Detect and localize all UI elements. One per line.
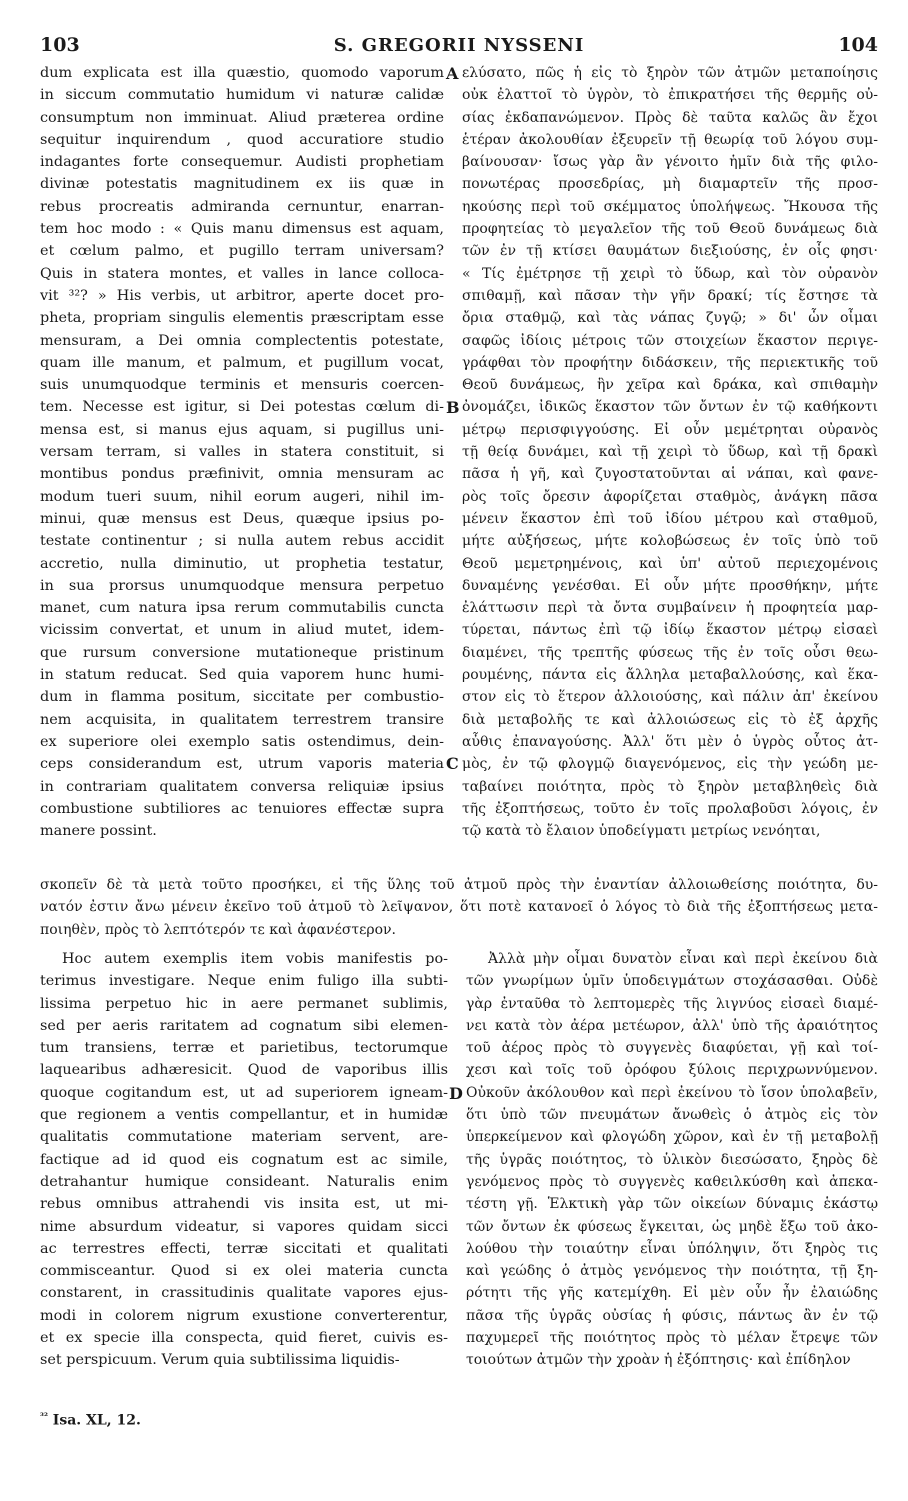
text-line: τοῦ ἀέρος πρὸς τὸ συγγενὲς διαφύεται, γῇ καὶ τοί- [466,1040,878,1057]
text-line: διὰ μεταβολῆς τε καὶ ἀλλοιώσεως εἰς τὸ ἐξ ἀρχῆς [462,711,878,728]
text-line: γράφθαι τὸν προφήτην διδάσκειν, τῆς περιεκτικῆς τοῦ [462,354,878,371]
text-line: τῆς ὑγρᾶς ποιότητος, τὸ ὑλικὸν διεσώσατο, ξηρὸς δὲ [466,1151,878,1168]
text-line: σκοπεῖν δὲ τὰ μετὰ τοῦτο προσήκει, εἰ τῆς ὕλης τοῦ ἀτμοῦ πρὸς τὴν ἐναντίαν ἀλλοιωθείσης ποιότητα, δυ- [40,877,878,893]
text-line: sequitur inquirendum , quod accuratiore studio [40,131,444,148]
text-line: μήτε αὐξήσεως, μήτε κολοβώσεως ἐν τοῖς ὑπὸ τοῦ [462,533,878,550]
text-line: modi in colorem nigrum exustione converterentur, [40,1307,448,1324]
text-line: mensa est, si manus ejus aquam, si pugillus uni- [40,421,444,438]
page-header [40,34,878,60]
text-line: Ἀλλὰ μὴν οἶμαι δυνατὸν εἶναι καὶ περὶ ἐκείνου διὰ [488,951,878,967]
text-line: Θεοῦ μεμετρημένοις, καὶ ὑπ' αὐτοῦ περιεχομένοις [462,555,878,572]
text-line: que rursum conversione mutationeque pristinum [40,644,444,661]
text-line: minui, quæ mensus est Deus, quæque ipsius po- [40,510,444,527]
footnote-text: Isa. XL, 12. [52,1412,141,1429]
text-line: ὑπερκείμενον καὶ φλογώδη χῶρον, καὶ ἐν τῇ μεταβολῇ [466,1129,878,1146]
section-marker-c: C [446,754,459,773]
text-line: dum in flamma positum, siccitate per combustio- [40,689,444,706]
text-line: indagantes forte consequemur. Audisti prophetiam [40,154,444,171]
text-line: στον εἰς τὸ ἕτερον ἀλλοιούσης, καὶ πάλιν ἀπ' ἐκείνου [462,689,878,706]
text-line: set perspicuum. Verum quia subtilissima liquidis- [40,1352,400,1369]
text-line: ηκούσης περὶ τοῦ σκέμματος ὑπολήψεως. Ἤκουσα τῆς [462,198,878,215]
text-line: factique ad id quod eis cognatum est ac simile, [40,1151,448,1168]
text-line: ρὸς τοῖς ὄρεσιν ἀφορίζεται σταθμὸς, ἀνάγκη πᾶσα [462,488,878,505]
text-line: qualitatis commutatione materiam servent, are- [40,1129,448,1146]
text-line: tem hoc modo : « Quis manu dimensus est aquam, [40,221,444,238]
text-line: ac terrestres effecti, terræ siccitati et qualitati [40,1240,448,1257]
text-line: vicissim convertat, et unum in aliud mutet, idem- [40,622,444,639]
text-line: terimus investigare. Neque enim fuligo illa subti- [40,973,448,990]
text-line: nime absurdum videatur, si vapores quidam sicci [40,1218,448,1235]
text-line: quoque cogitandum est, ut ad superiorem igneam- [40,1084,448,1101]
text-line: σαφῶς ἰδίοις μέτροις τῶν στοιχείων ἕκαστον περιγε- [462,332,878,349]
text-line: constarent, in crassitudinis qualitate vapores ejus- [40,1285,448,1302]
text-line: detrahantur humique consideant. Naturalis enim [40,1173,448,1190]
text-line: manet, cum natura ipsa rerum commutabilis cuncta [40,600,444,617]
section-marker-b: B [446,398,460,417]
text-line: consumptum non imminuat. Aliud præterea ordine [40,109,444,126]
text-line: τῶν γνωρίμων ὑμῖν ὑποδειγμάτων στοχάσασθαι. Οὐδὲ [466,973,878,990]
section-marker-d: D [449,1084,463,1103]
text-line: ρότητι τῆς γῆς κατεμίχθη. Εἰ μὲν οὖν ἦν ἐλαιώδης [466,1285,878,1302]
text-line: χεσι καὶ τοῖς τοῦ ὀρόφου ξύλοις περιχρωννύμενον. [466,1062,878,1079]
text-line: « Τίς ἐμέτρησε τῇ χειρὶ τὸ ὕδωρ, καὶ τὸν οὐρανὸν [462,265,878,282]
text-line: tum transiens, terræ et parietibus, tectorumque [40,1040,448,1057]
right-page-number: 104 [838,34,878,56]
text-line: γενόμενος πρὸς τὸ συγγενὲς καθειλκύσθη καὶ ἀπεκα- [466,1173,878,1190]
text-line: νατόν ἐστιν ἄνω μένειν ἐκεῖνο τοῦ ἀτμοῦ τὸ λεῖψανον, ὅτι ποτὲ κατανοεῖ ὁ λόγος τὸ διὰ τῆς ἐξοπτήσεως μετα- [40,899,878,916]
footnote [40,1412,141,1429]
text-line: σπιθαμῇ, καὶ πᾶσαν τὴν γῆν δρακί; τίς ἔστησε τὰ [462,287,878,304]
text-line: Hoc autem exemplis item vobis manifestis po- [62,951,448,967]
text-line: modum tueri suum, nihil eorum augeri, nihil im- [40,488,444,505]
full-width-greek-passage [40,874,878,941]
text-line: quam ille manum, et palmum, et pugillum vocat, [40,354,444,371]
text-line: que regionem a ventis compellantur, et in humidæ [40,1107,448,1124]
text-line: οὐκ ἐλαττοῖ τὸ ὑγρὸν, τὸ ἐπικρατήσει τῆς θερμῆς οὐ- [462,87,878,104]
text-line: τῷ κατὰ τὸ ἔλαιον ὑποδείγματι μετρίως νενόηται, [462,823,821,840]
text-line: versam terram, si valles in statera constituit, si [40,444,444,461]
text-line: ὀνομάζει, ἰδικῶς ἕκαστον τῶν ὄντων ἐν τῷ καθήκοντι [462,399,878,416]
text-line: νει κατὰ τὸν ἀέρα μετέωρον, ἀλλ' ὑπὸ τῆς ἀραιότητος [466,1017,878,1034]
text-line: ὅτι ὑπὸ τῶν πνευμάτων ἄνωθεὶς ὁ ἀτμὸς εἰς τὸν [466,1107,878,1124]
text-line: βαίνουσαν· ἴσως γὰρ ἂν γένοιτο ἡμῖν διὰ τῆς φιλο- [462,154,878,171]
text-line: διαμένει, τῆς τρεπτῆς φύσεως τῆς ἐν τοῖς οὖσι θεω- [462,644,878,661]
text-line: sed per aeris raritatem ad cognatum sibi elemen- [40,1017,448,1034]
text-line: πᾶσα τῆς ὑγρᾶς οὐσίας ἡ φύσις, πάντως ἂν ἐν τῷ [466,1307,878,1324]
text-line: ταβαίνει ποιότητα, πρὸς τὸ ξηρὸν μεταβληθεὶς διὰ [462,778,878,795]
footnote-mark: ³² [40,1412,48,1422]
greek-column-bottom [466,948,878,1372]
text-line: τῆς ἐξοπτήσεως, τοῦτο ἐν τοῖς προλαβοῦσι λόγοις, ἐν [462,800,878,817]
text-line: commisceantur. Quod si ex olei materia cuncta [40,1263,448,1280]
text-line: manere possint. [40,823,157,840]
text-line: ἐλάττωσιν περὶ τὰ ὄντα συμβαίνειν ἡ προφητεία μαρ- [462,600,878,617]
text-line: ρουμένης, πάντα εἰς ἄλληλα μεταβαλλούσης, καὶ ἕκα- [462,667,878,684]
text-line: προφητείας τὸ μεγαλεῖον τῆς τοῦ Θεοῦ δυνάμεως διὰ [462,221,878,238]
text-line: παχυμερεῖ τῆς ποιότητος πρὸς τὸ μέλαν ἔτρεψε τῶν [466,1330,878,1347]
text-line: αὖθις ἐπαναγούσης. Ἀλλ' ὅτι μὲν ὁ ὑγρὸς οὗτος ἀτ- [462,733,878,750]
text-line: et cœlum palmo, et pugillo terram universam? [40,243,444,260]
section-marker-a: A [446,64,459,83]
text-line: rebus procreatis admiranda cernuntur, enarran- [40,198,444,215]
text-line: combustione subtiliores ac tenuiores effectæ supra [40,800,444,817]
text-line: καὶ γεώδης ὁ ἀτμὸς γενόμενος τὴν ποιότητα, τῇ ξη- [466,1263,878,1280]
text-line: lissima perpetuo hic in aere permanet sublimis, [40,995,448,1012]
text-line: πονωτέρας προσεδρίας, μὴ διαμαρτεῖν τῆς προσ- [462,176,878,193]
text-line: ἑτέραν ἀκολουθίαν ἐξευρεῖν τῇ θεωρίᾳ τοῦ λόγου συμ- [462,131,878,148]
text-line: laquearibus adhæresicit. Quod de vaporibus illis [40,1062,448,1079]
text-line: in siccum commutatio humidum vi naturæ calidæ [40,87,444,104]
text-line: τῶν ἐν τῇ κτίσει θαυμάτων διεξιούσης, ἐν οἷς φησι· [462,243,878,260]
latin-column-top [40,62,444,842]
text-line: τέστη γῇ. Ἑλκτικὴ γὰρ τῶν οἰκείων δύναμις ἑκάστῳ [466,1196,878,1213]
text-line: ποιηθὲν, πρὸς τὸ λεπτότερόν τε καὶ ἀφανέστερον. [40,921,396,938]
text-line: accretio, nulla diminutio, ut prophetia testatur, [40,555,444,572]
text-line: σίας ἐκδαπανώμενον. Πρὸς δὲ ταῦτα καλῶς ἂν ἔχοι [462,109,878,126]
text-line: in sua prorsus unumquodque mensura perpetuo [40,577,444,594]
text-line: μένειν ἕκαστον ἐπὶ τοῦ ἰδίου μέτρου καὶ σταθμοῦ, [462,510,878,527]
left-page-number: 103 [40,34,80,56]
running-title: S. GREGORII NYSSENI [333,35,585,56]
text-line: γὰρ ἐνταῦθα τὸ λεπτομερὲς τῆς λιγνύος εἰσαεὶ διαμέ- [466,995,878,1012]
text-line: λούθου τὴν τοιαύτην εἶναι ὑπόληψιν, ὅτι ξηρὸς τις [466,1240,878,1257]
text-line: μέτρῳ περισφιγγούσης. Εἰ οὖν μεμέτρηται οὐρανὸς [462,421,878,438]
text-line: pheta, propriam singulis elementis præscriptam esse [40,310,444,327]
text-line: nem acquisita, in qualitatem terrestrem transire [40,711,444,728]
text-line: testate continentur ; si nulla autem rebus accidit [40,533,444,550]
text-line: τῶν ὄντων ἐκ φύσεως ἔγκειται, ὡς μηδὲ ἔξω τοῦ ἀκο- [466,1218,878,1235]
text-line: vit ³²? » His verbis, ut arbitror, aperte docet pro- [40,287,444,304]
text-line: divinæ potestatis magnitudinem ex iis quæ in [40,176,444,193]
text-line: ceps considerandum est, utrum vaporis materia [40,756,444,773]
text-line: ex superiore olei exemplo satis ostendimus, dein- [40,733,444,750]
text-line: et ex specie illa conspecta, quid fieret, cuivis es- [40,1330,448,1347]
text-line: suis unumquodque terminis et mensuris coercen- [40,377,444,394]
text-line: τύρεται, πάντως ἐπὶ τῷ ἰδίῳ ἕκαστον μέτρῳ εἰσαεὶ [462,622,878,639]
text-line: μὸς, ἐν τῷ φλογμῷ διαγενόμενος, εἰς τὴν γεώδη με- [462,756,878,773]
text-line: rebus omnibus attrahendi vis insita est, ut mi- [40,1196,448,1213]
text-line: Οὐκοῦν ἀκόλουθον καὶ περὶ ἐκείνου τὸ ἴσον ὑπολαβεῖν, [466,1084,878,1101]
text-line: Quis in statera montes, et valles in lance colloca- [40,265,444,282]
greek-column-top [462,62,878,842]
text-line: τῇ θείᾳ δυνάμει, καὶ τῇ χειρὶ τὸ ὕδωρ, καὶ τῇ δρακὶ [462,444,878,461]
text-line: montibus pondus præfinivit, omnia mensuram ac [40,466,444,483]
text-line: τοιούτων ἀτμῶν τὴν χροὰν ἡ ἐξόπτησις· καὶ ἐπίδηλον [466,1352,851,1369]
text-line: dum explicata est illa quæstio, quomodo vaporum [40,65,444,81]
text-line: tem. Necesse est igitur, si Dei potestas cœlum di- [40,399,444,416]
text-line: Θεοῦ δυνάμεως, ἣν χεῖρα καὶ δράκα, καὶ σπιθαμὴν [462,377,878,394]
text-line: in contrariam qualitatem conversa reliquiæ ipsius [40,778,444,795]
text-line: ὄρια σταθμῷ, καὶ τὰς νάπας ζυγῷ; » δι' ὧν οἶμαι [462,310,878,327]
text-line: δυναμένης γενέσθαι. Εἰ οὖν μήτε προσθήκην, μήτε [462,577,878,594]
text-line: mensuram, a Dei omnia complectentis potestate, [40,332,444,349]
text-line: in statum reducat. Sed quia vaporem hunc humi- [40,667,444,684]
text-line: πᾶσα ἡ γῆ, καὶ ζυγοστατοῦνται αἱ νάπαι, καὶ φανε- [462,466,878,483]
latin-column-bottom [40,948,448,1372]
text-line: ελύσατο, πῶς ἡ εἰς τὸ ξηρὸν τῶν ἀτμῶν μεταποίησις [462,65,878,81]
